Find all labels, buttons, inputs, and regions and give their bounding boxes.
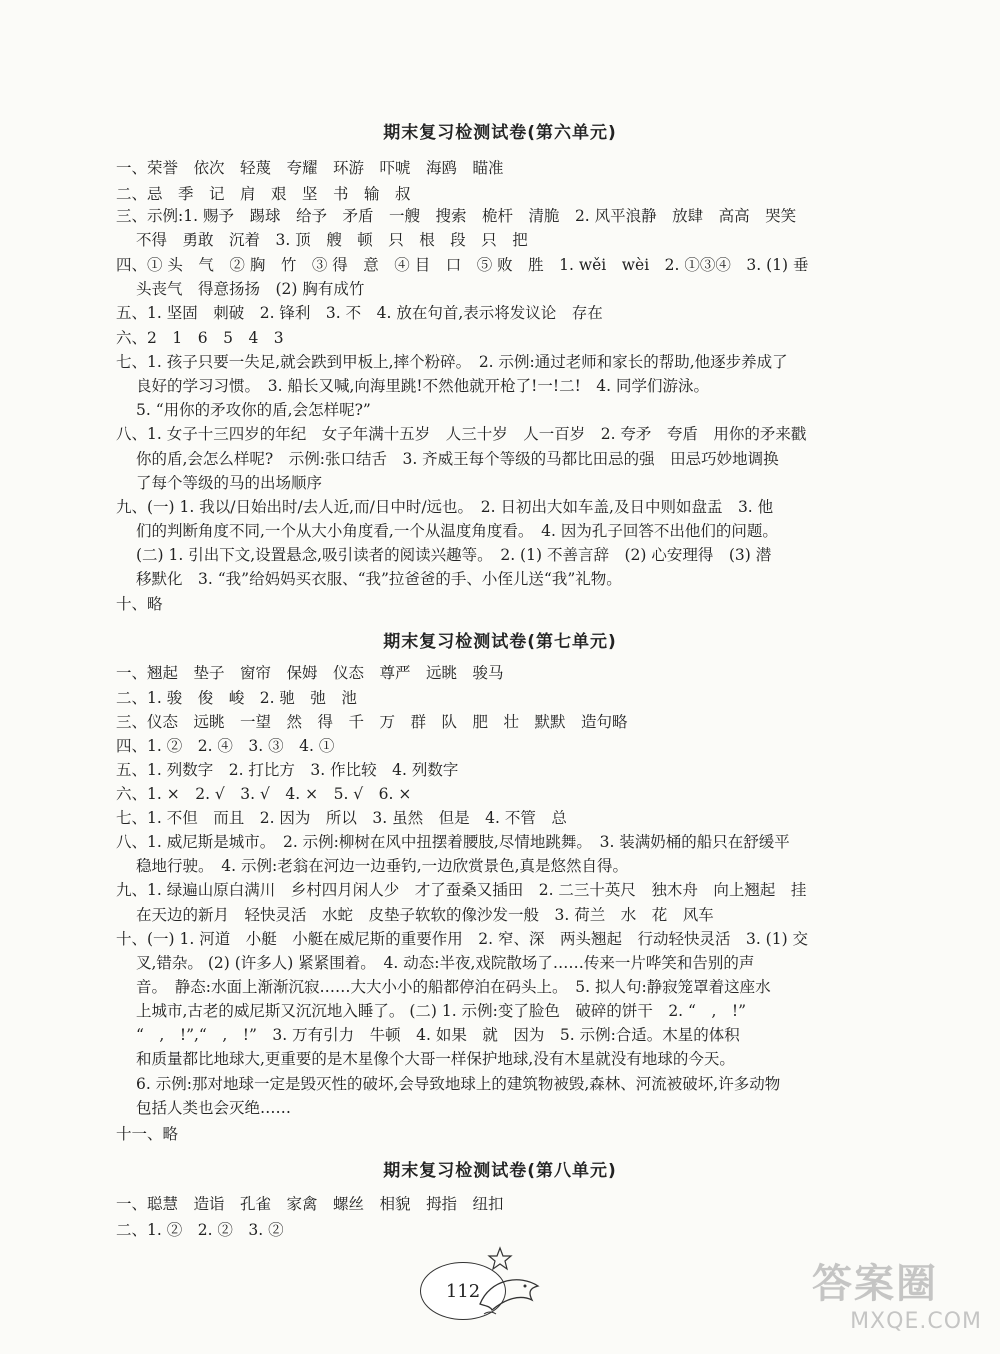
answer-line: 音。 静态:水面上渐渐沉寂……大大小小的船都停泊在码头上。 5. 拟人句:静寂笼罩着这座水 <box>136 978 771 996</box>
page-footer <box>420 1244 560 1324</box>
answer-line: 六、2 1 6 5 4 3 <box>116 329 284 347</box>
answer-line: 七、1. 孩子只要一失足,就会跌到甲板上,摔个粉碎。 2. 示例:通过老师和家长的帮助,他逐步养成了 <box>116 353 788 371</box>
answer-line: 四、1. ② 2. ④ 3. ③ 4. ① <box>116 737 335 755</box>
answer-line: 五、1. 坚固 刺破 2. 锋利 3. 不 4. 放在句首,表示将发议论 存在 <box>116 304 603 322</box>
answer-line: 们的判断角度不同,一个从大小角度看,一个从温度角度看。 4. 因为孔子回答不出他们的问题。 <box>136 522 778 540</box>
watermark-url: MXQE.COM <box>850 1309 982 1334</box>
answer-line: (二) 1. 引出下文,设置悬念,吸引读者的阅读兴趣等。 2. (1) 不善言辞 (2) 心安理得 (3) 潜 <box>136 546 772 564</box>
dolphin-decoration-icon <box>470 1244 550 1324</box>
answer-line: 一、荣誉 依次 轻蔑 夸耀 环游 吓唬 海鸥 瞄准 <box>116 159 504 177</box>
page-number: 112 <box>420 1262 506 1320</box>
section-title-unit8: 期末复习检测试卷(第八单元) <box>383 1161 617 1181</box>
answer-line: 十、略 <box>116 595 163 613</box>
answer-line: 不得 勇敢 沉着 3. 顶 艘 顿 只 根 段 只 把 <box>136 231 528 249</box>
answer-line: 五、1. 列数字 2. 打比方 3. 作比较 4. 列数字 <box>116 761 459 779</box>
answer-line: 二、1. 骏 俊 峻 2. 驰 弛 池 <box>116 689 357 707</box>
answer-line: 包括人类也会灭绝…… <box>136 1099 292 1117</box>
watermark-main: 答案圈 <box>812 1261 938 1307</box>
answer-line: “ , !”,“ , !” 3. 万有引力 牛顿 4. 如果 就 因为 5. 示例:合适。木星的体积 <box>136 1026 740 1044</box>
section-title-unit7: 期末复习检测试卷(第七单元) <box>383 632 617 652</box>
answer-line: 移默化 3. “我”给妈妈买衣服、“我”拉爸爸的手、小侄儿送“我”礼物。 <box>136 570 622 588</box>
answer-line: 二、忌 季 记 肩 艰 坚 书 输 叔 <box>116 185 411 203</box>
answer-line: 叉,错杂。 (2) (许多人) 紧紧围着。 4. 动态:半夜,戏院散场了……传来一片哗笑和告别的声 <box>136 954 755 972</box>
answer-line: 三、示例:1. 赐予 踢球 给予 矛盾 一艘 搜索 桅杆 清脆 2. 风平浪静 放肆 高高 哭笑 <box>116 207 797 225</box>
answer-line: 六、1. × 2. √ 3. √ 4. × 5. √ 6. × <box>116 785 412 803</box>
answer-line: 你的盾,会怎么样呢? 示例:张口结舌 3. 齐威王每个等级的马都比田忌的强 田忌巧妙地调换 <box>136 450 779 468</box>
answer-line: 头丧气 得意扬扬 (2) 胸有成竹 <box>136 280 365 298</box>
answer-line: 二、1. ② 2. ② 3. ② <box>116 1221 284 1239</box>
answer-line: 九、(一) 1. 我以/日始出时/去人近,而/日中时/远也。 2. 日初出大如车盖,及日中则如盘盂 3. 他 <box>116 498 774 516</box>
answer-line: 八、1. 威尼斯是城市。 2. 示例:柳树在风中扭摆着腰肢,尽情地跳舞。 3. 装满奶桶的船只在舒缓平 <box>116 833 790 851</box>
answer-line: 5. “用你的矛攻你的盾,会怎样呢?” <box>136 401 371 419</box>
answer-line: 一、聪慧 造诣 孔雀 家禽 螺丝 相貌 拇指 纽扣 <box>116 1195 504 1213</box>
answer-line: 三、仪态 远眺 一望 然 得 千 万 群 队 肥 壮 默默 造句略 <box>116 713 628 731</box>
answer-line: 四、① 头 气 ② 胸 竹 ③ 得 意 ④ 目 口 ⑤ 败 胜 1. wěi wèi 2. ①③④ 3. (1) 垂 <box>116 256 809 274</box>
answer-line: 八、1. 女子十三四岁的年纪 女子年满十五岁 人三十岁 人一百岁 2. 夸矛 夸盾 用你的矛来戳 <box>116 425 807 443</box>
watermark <box>812 1252 982 1332</box>
answer-line: 稳地行驶。 4. 示例:老翁在河边一边垂钓,一边欣赏景色,真是悠然自得。 <box>136 857 629 875</box>
answer-line: 十一、略 <box>116 1125 179 1143</box>
answer-line: 良好的学习习惯。 3. 船长又喊,向海里跳!不然他就开枪了!一!二! 4. 同学们游泳。 <box>136 377 710 395</box>
answer-line: 上城市,古老的威尼斯又沉沉地入睡了。 (二) 1. 示例:变了脸色 破碎的饼干 2. “ , !” <box>136 1002 747 1020</box>
answer-line: 七、1. 不但 而且 2. 因为 所以 3. 虽然 但是 4. 不管 总 <box>116 809 567 827</box>
answer-line: 十、(一) 1. 河道 小艇 小艇在威尼斯的重要作用 2. 窄、深 两头翘起 行动轻快灵活 3. (1) 交 <box>116 930 809 948</box>
section-title-unit6: 期末复习检测试卷(第六单元) <box>383 123 617 143</box>
answer-line: 一、翘起 垫子 窗帘 保姆 仪态 尊严 远眺 骏马 <box>116 664 504 682</box>
answer-line: 九、1. 绿遍山原白满川 乡村四月闲人少 才了蚕桑又插田 2. 二三十英尺 独木舟 向上翘起 挂 <box>116 881 807 899</box>
answer-line: 6. 示例:那对地球一定是毁灭性的破坏,会导致地球上的建筑物被毁,森林、河流被破坏,许多动物 <box>136 1075 781 1093</box>
answer-line: 了每个等级的马的出场顺序 <box>136 474 323 492</box>
answer-line: 在天边的新月 轻快灵活 水蛇 皮垫子软软的像沙发一般 3. 荷兰 水 花 风车 <box>136 906 714 924</box>
answer-line: 和质量都比地球大,更重要的是木星像个大哥一样保护地球,没有木星就没有地球的今天。 <box>136 1050 735 1068</box>
